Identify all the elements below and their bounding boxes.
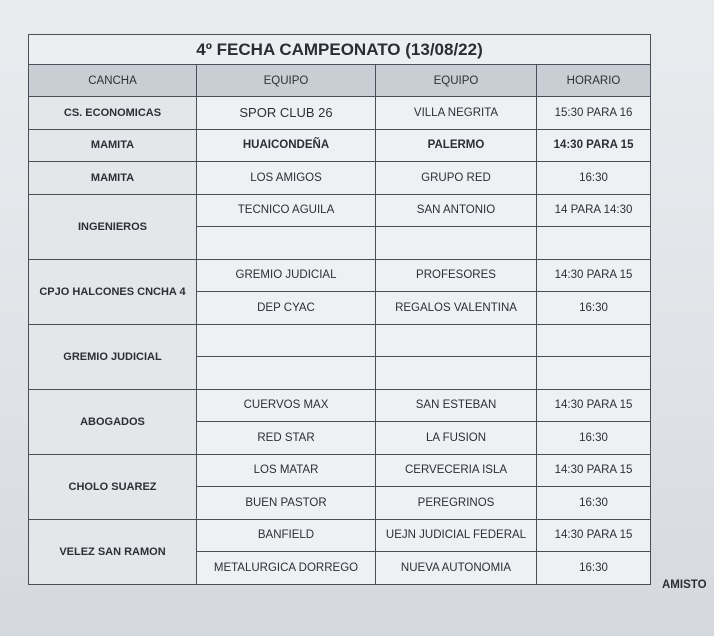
equipo-2-cell [376, 324, 537, 357]
equipo-1-cell: RED STAR [197, 422, 376, 455]
table-row [29, 389, 651, 422]
horario-cell [537, 357, 651, 390]
horario-cell: 16:30 [537, 422, 651, 455]
equipo-1-cell: SPOR CLUB 26 [197, 97, 376, 130]
table-row [29, 454, 651, 487]
table-title: 4º FECHA CAMPEONATO (13/08/22) [29, 35, 651, 65]
table-row [29, 324, 651, 357]
cancha-cell: VELEZ SAN RAMON [29, 519, 197, 584]
equipo-2-cell: SAN ESTEBAN [376, 389, 537, 422]
horario-cell [537, 324, 651, 357]
equipo-1-cell: GREMIO JUDICIAL [197, 259, 376, 292]
horario-cell: 16:30 [537, 292, 651, 325]
horario-cell: 14 PARA 14:30 [537, 194, 651, 227]
equipo-1-cell: METALURGICA DORREGO [197, 552, 376, 585]
equipo-2-cell: REGALOS VALENTINA [376, 292, 537, 325]
header-equipo-2: EQUIPO [376, 65, 537, 97]
cancha-cell: MAMITA [29, 129, 197, 162]
equipo-1-cell [197, 357, 376, 390]
table-row [29, 162, 651, 195]
cancha-cell: CPJO HALCONES CNCHA 4 [29, 259, 197, 324]
equipo-1-cell: LOS AMIGOS [197, 162, 376, 195]
table-row [29, 129, 651, 162]
equipo-2-cell: PROFESORES [376, 259, 537, 292]
table-row [29, 259, 651, 292]
horario-cell: 16:30 [537, 162, 651, 195]
cancha-cell: ABOGADOS [29, 389, 197, 454]
equipo-2-cell [376, 227, 537, 260]
header-horario: HORARIO [537, 65, 651, 97]
equipo-1-cell [197, 227, 376, 260]
equipo-2-cell: UEJN JUDICIAL FEDERAL [376, 519, 537, 552]
header-cancha: CANCHA [29, 65, 197, 97]
horario-cell: 14:30 PARA 15 [537, 389, 651, 422]
equipo-1-cell: LOS MATAR [197, 454, 376, 487]
horario-cell: 14:30 PARA 15 [537, 519, 651, 552]
horario-cell: 14:30 PARA 15 [537, 129, 651, 162]
equipo-1-cell: BANFIELD [197, 519, 376, 552]
cancha-cell: MAMITA [29, 162, 197, 195]
horario-cell: 16:30 [537, 552, 651, 585]
cancha-cell: GREMIO JUDICIAL [29, 324, 197, 389]
equipo-1-cell [197, 324, 376, 357]
equipo-2-cell: LA FUSION [376, 422, 537, 455]
equipo-2-cell: VILLA NEGRITA [376, 97, 537, 130]
table-row [29, 194, 651, 227]
equipo-2-cell: NUEVA AUTONOMIA [376, 552, 537, 585]
equipo-2-cell: PALERMO [376, 129, 537, 162]
equipo-2-cell [376, 357, 537, 390]
horario-cell: 14:30 PARA 15 [537, 259, 651, 292]
equipo-1-cell: TECNICO AGUILA [197, 194, 376, 227]
equipo-1-cell: CUERVOS MAX [197, 389, 376, 422]
horario-cell: 15:30 PARA 16 [537, 97, 651, 130]
horario-cell [537, 227, 651, 260]
equipo-2-cell: GRUPO RED [376, 162, 537, 195]
cancha-cell: CHOLO SUAREZ [29, 454, 197, 519]
equipo-2-cell: PEREGRINOS [376, 487, 537, 520]
cancha-cell: CS. ECONOMICAS [29, 97, 197, 130]
equipo-1-cell: HUAICONDEÑA [197, 129, 376, 162]
side-note: AMISTO [662, 579, 707, 591]
horario-cell: 14:30 PARA 15 [537, 454, 651, 487]
fixture-sheet [28, 34, 660, 600]
equipo-2-cell: SAN ANTONIO [376, 194, 537, 227]
equipo-2-cell: CERVECERIA ISLA [376, 454, 537, 487]
equipo-1-cell: DEP CYAC [197, 292, 376, 325]
header-row [29, 65, 651, 97]
table-row [29, 519, 651, 552]
table-row [29, 97, 651, 130]
header-equipo-1: EQUIPO [197, 65, 376, 97]
cancha-cell: INGENIEROS [29, 194, 197, 259]
fixture-table [28, 34, 651, 585]
equipo-1-cell: BUEN PASTOR [197, 487, 376, 520]
fixture-body [29, 97, 651, 585]
horario-cell: 16:30 [537, 487, 651, 520]
